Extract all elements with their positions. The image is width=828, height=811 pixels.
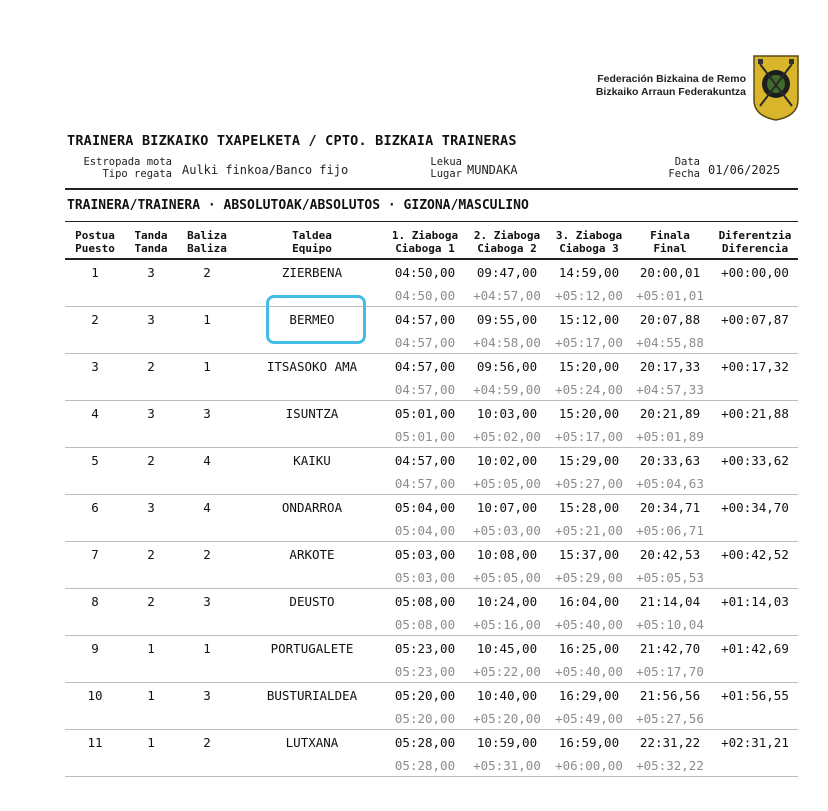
split-3-delta: +05:17,00 [555,335,623,350]
team-name: ONDARROA [281,500,343,515]
team-name: BERMEO [289,312,335,327]
position: 2 [91,312,99,327]
team-name: LUTXANA [285,735,339,750]
date-value: 01/06/2025 [708,163,781,177]
heat: 3 [147,406,155,421]
team-name: DEUSTO [289,594,335,609]
time-difference: +00:00,00 [721,265,789,280]
column-header: Tanda Tanda [134,229,168,255]
split-2: 09:55,00 [476,312,538,327]
split-3: 16:25,00 [558,641,620,656]
split-1: 04:57,00 [394,359,456,374]
federation-name-eu: Bizkaiko Arraun Federakuntza [595,86,746,98]
lane: 2 [203,735,211,750]
split-1-delta: 05:20,00 [394,711,456,726]
column-header: Diferentzia Diferencia [718,229,792,255]
final-delta: +05:17,70 [636,664,704,679]
split-2: 10:07,00 [476,500,538,515]
column-header: Finala Final [650,229,690,255]
time-difference: +00:42,52 [721,547,789,562]
column-header: Taldea Equipo [292,229,332,255]
heat: 2 [147,359,155,374]
heat: 2 [147,547,155,562]
split-3-delta: +05:49,00 [555,711,623,726]
split-1-delta: 04:50,00 [394,288,456,303]
final-delta: +05:04,63 [636,476,704,491]
split-1: 05:28,00 [394,735,456,750]
team-name: ARKOTE [289,547,335,562]
final-delta: +04:55,88 [636,335,704,350]
time-difference: +01:14,03 [721,594,789,609]
time-difference: +00:17,32 [721,359,789,374]
category-title: TRAINERA/TRAINERA · ABSOLUTOAK/ABSOLUTOS · GIZONA/MASCULINO [67,198,529,213]
split-2-delta: +05:05,00 [473,476,541,491]
split-1: 05:01,00 [394,406,456,421]
split-3-delta: +05:12,00 [555,288,623,303]
split-2-delta: +04:59,00 [473,382,541,397]
lane: 1 [203,312,211,327]
split-1: 05:20,00 [394,688,456,703]
time-difference: +00:33,62 [721,453,789,468]
split-3: 15:12,00 [558,312,620,327]
split-3-delta: +06:00,00 [555,758,623,773]
split-3-delta: +05:29,00 [555,570,623,585]
column-header: 2. Ziaboga Ciaboga 2 [473,229,541,255]
position: 11 [87,735,103,750]
final-time: 20:07,88 [639,312,701,327]
split-2-delta: +05:31,00 [473,758,541,773]
position: 10 [87,688,103,703]
lane: 2 [203,265,211,280]
column-header: 1. Ziaboga Ciaboga 1 [391,229,459,255]
federation-name [596,73,746,99]
row-divider [65,541,798,542]
row-divider [65,447,798,448]
final-delta: +05:32,22 [636,758,704,773]
heat: 2 [147,453,155,468]
federation-logo [752,54,800,122]
split-2: 10:02,00 [476,453,538,468]
heat: 1 [147,688,155,703]
heat: 3 [147,265,155,280]
split-2-delta: +05:03,00 [473,523,541,538]
column-header: Baliza Baliza [187,229,227,255]
team-name: ISUNTZA [285,406,339,421]
row-divider [65,494,798,495]
time-difference: +00:21,88 [721,406,789,421]
split-2-delta: +05:02,00 [473,429,541,444]
final-time: 20:34,71 [639,500,701,515]
split-1-delta: 05:08,00 [394,617,456,632]
heat: 1 [147,735,155,750]
split-2-delta: +05:16,00 [473,617,541,632]
split-1: 04:50,00 [394,265,456,280]
split-1-delta: 05:28,00 [394,758,456,773]
time-difference: +00:07,87 [721,312,789,327]
split-1: 05:04,00 [394,500,456,515]
column-header: Postua Puesto [75,229,115,255]
regatta-type-value: Aulki finkoa/Banco fijo [182,163,349,177]
place-value: MUNDAKA [467,163,518,177]
row-divider [65,729,798,730]
lane: 3 [203,406,211,421]
final-time: 20:00,01 [639,265,701,280]
position: 6 [91,500,99,515]
team-name: ZIERBENA [281,265,343,280]
final-time: 20:21,89 [639,406,701,421]
final-time: 21:14,04 [639,594,701,609]
row-divider [65,635,798,636]
lane: 1 [203,359,211,374]
position: 4 [91,406,99,421]
split-1: 05:03,00 [394,547,456,562]
split-3: 15:28,00 [558,500,620,515]
final-delta: +05:10,04 [636,617,704,632]
lane: 4 [203,500,211,515]
final-time: 20:42,53 [639,547,701,562]
lane: 3 [203,688,211,703]
split-1-delta: 05:23,00 [394,664,456,679]
split-1-delta: 05:01,00 [394,429,456,444]
header-divider [65,188,798,190]
split-1: 04:57,00 [394,453,456,468]
row-divider [65,306,798,307]
place-label: Lekua Lugar [430,156,462,180]
split-3: 16:29,00 [558,688,620,703]
lane: 3 [203,594,211,609]
split-3: 15:37,00 [558,547,620,562]
row-divider [65,682,798,683]
team-name: KAIKU [293,453,331,468]
split-1: 05:08,00 [394,594,456,609]
highlight-circle-bermeo [266,295,366,344]
lane: 4 [203,453,211,468]
split-2-delta: +04:58,00 [473,335,541,350]
split-2-delta: +05:05,00 [473,570,541,585]
heat: 2 [147,594,155,609]
split-2: 10:40,00 [476,688,538,703]
category-divider [65,221,798,222]
position: 7 [91,547,99,562]
final-delta: +04:57,33 [636,382,704,397]
team-name: ITSASOKO AMA [266,359,358,374]
position: 3 [91,359,99,374]
lane: 2 [203,547,211,562]
split-3: 16:04,00 [558,594,620,609]
heat: 3 [147,312,155,327]
split-2-delta: +05:22,00 [473,664,541,679]
heat: 3 [147,500,155,515]
time-difference: +01:42,69 [721,641,789,656]
final-delta: +05:01,01 [636,288,704,303]
split-1-delta: 04:57,00 [394,476,456,491]
final-delta: +05:06,71 [636,523,704,538]
column-header: 3. Ziaboga Ciaboga 3 [555,229,623,255]
position: 5 [91,453,99,468]
split-2: 10:45,00 [476,641,538,656]
regatta-type-label: Estropada mota Tipo regata [83,156,172,180]
row-divider [65,353,798,354]
team-name: BUSTURIALDEA [266,688,358,703]
split-3: 15:20,00 [558,406,620,421]
final-delta: +05:27,56 [636,711,704,726]
final-delta: +05:05,53 [636,570,704,585]
split-2: 09:47,00 [476,265,538,280]
final-time: 21:56,56 [639,688,701,703]
team-name: PORTUGALETE [270,641,354,656]
split-3: 15:20,00 [558,359,620,374]
split-2: 10:59,00 [476,735,538,750]
heat: 1 [147,641,155,656]
split-3-delta: +05:21,00 [555,523,623,538]
split-1-delta: 05:03,00 [394,570,456,585]
split-1-delta: 04:57,00 [394,335,456,350]
split-3-delta: +05:27,00 [555,476,623,491]
split-1-delta: 05:04,00 [394,523,456,538]
split-2-delta: +04:57,00 [473,288,541,303]
split-3: 16:59,00 [558,735,620,750]
split-3: 15:29,00 [558,453,620,468]
final-time: 20:33,63 [639,453,701,468]
position: 1 [91,265,99,280]
row-divider [65,776,798,777]
lane: 1 [203,641,211,656]
split-1: 04:57,00 [394,312,456,327]
date-label: Data Fecha [668,156,700,180]
table-header-divider [65,258,798,260]
position: 8 [91,594,99,609]
position: 9 [91,641,99,656]
split-3-delta: +05:24,00 [555,382,623,397]
final-time: 22:31,22 [639,735,701,750]
time-difference: +01:56,55 [721,688,789,703]
time-difference: +00:34,70 [721,500,789,515]
final-delta: +05:01,89 [636,429,704,444]
split-1: 05:23,00 [394,641,456,656]
page-title: TRAINERA BIZKAIKO TXAPELKETA / CPTO. BIZKAIA TRAINERAS [67,133,517,149]
row-divider [65,400,798,401]
split-2: 10:24,00 [476,594,538,609]
split-2-delta: +05:20,00 [473,711,541,726]
split-2: 10:03,00 [476,406,538,421]
split-3-delta: +05:17,00 [555,429,623,444]
final-time: 21:42,70 [639,641,701,656]
row-divider [65,588,798,589]
split-1-delta: 04:57,00 [394,382,456,397]
split-3-delta: +05:40,00 [555,617,623,632]
split-3-delta: +05:40,00 [555,664,623,679]
split-2: 10:08,00 [476,547,538,562]
split-2: 09:56,00 [476,359,538,374]
final-time: 20:17,33 [639,359,701,374]
split-3: 14:59,00 [558,265,620,280]
time-difference: +02:31,21 [721,735,789,750]
federation-name-es: Federación Bizkaina de Remo [597,73,746,85]
